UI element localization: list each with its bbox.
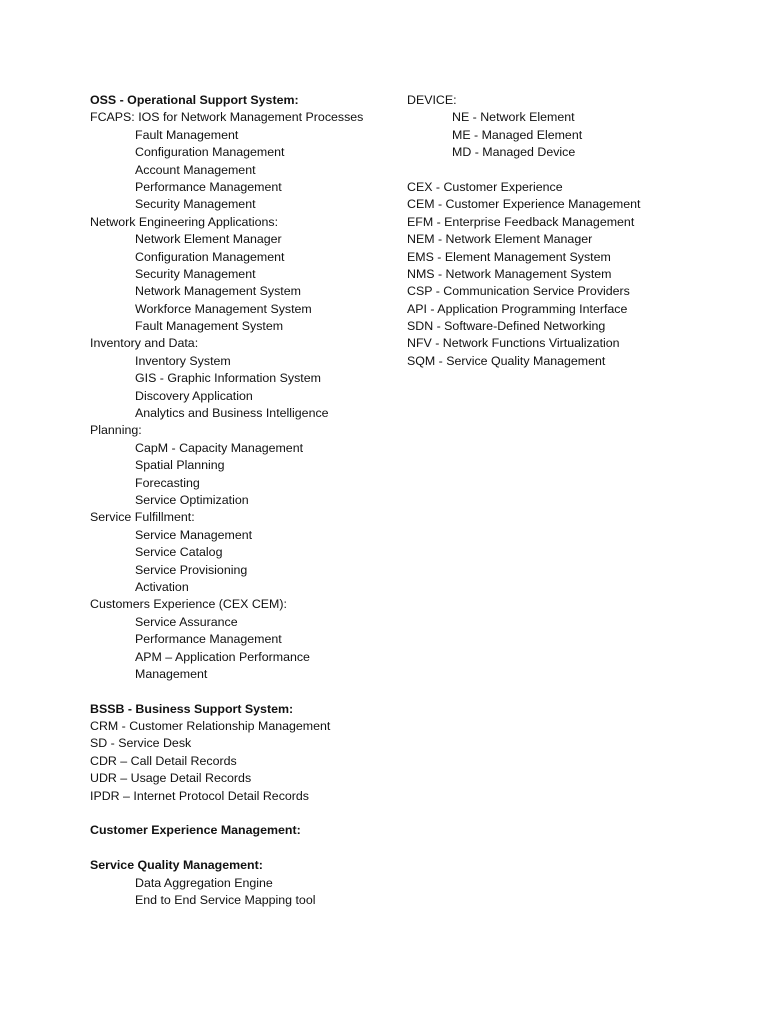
acronym-item: EMS - Element Management System xyxy=(407,249,611,264)
sqm-item: Data Aggregation Engine xyxy=(135,875,273,890)
device-item: ME - Managed Element xyxy=(452,127,583,142)
planning-item: CapM - Capacity Management xyxy=(135,440,304,455)
nea-item: Workforce Management System xyxy=(135,301,312,316)
planning-item: Forecasting xyxy=(135,475,200,490)
spacer xyxy=(90,805,390,822)
inventory-item: Inventory System xyxy=(135,353,231,368)
bss-heading: BSSB - Business Support System: xyxy=(90,701,294,716)
acronym-item: NEM - Network Element Manager xyxy=(407,232,593,247)
fulfillment-item: Service Management xyxy=(135,527,253,542)
device-title: DEVICE: xyxy=(407,93,457,107)
left-column xyxy=(90,92,390,909)
nea-item: Fault Management System xyxy=(135,319,284,334)
oss-heading: OSS - Operational Support System: xyxy=(90,93,299,107)
inventory-title: Inventory and Data: xyxy=(90,336,199,351)
cex-title: Customers Experience (CEX CEM): xyxy=(90,597,287,612)
inventory-item: GIS - Graphic Information System xyxy=(135,371,321,386)
planning-item: Spatial Planning xyxy=(135,458,225,473)
fulfillment-item: Service Provisioning xyxy=(135,562,248,577)
nea-item: Network Element Manager xyxy=(135,232,282,247)
acronym-item: NMS - Network Management System xyxy=(407,266,612,281)
cex-item: Performance Management xyxy=(135,632,282,647)
fcaps-item: Security Management xyxy=(135,197,256,212)
inventory-item: Discovery Application xyxy=(135,388,253,403)
spacer xyxy=(90,840,390,857)
bss-item: IPDR – Internet Protocol Detail Records xyxy=(90,788,309,803)
planning-title: Planning: xyxy=(90,423,142,438)
cem-heading: Customer Experience Management: xyxy=(90,823,301,838)
sqm-item: End to End Service Mapping tool xyxy=(135,892,316,907)
nea-item: Configuration Management xyxy=(135,249,285,264)
cex-item: APM – Application Performance xyxy=(135,649,310,664)
spacer xyxy=(407,162,737,179)
acronym-item: SQM - Service Quality Management xyxy=(407,353,606,368)
acronym-item: CEX - Customer Experience xyxy=(407,179,563,194)
spacer xyxy=(90,683,390,700)
cex-item: Service Assurance xyxy=(135,614,238,629)
fulfillment-item: Activation xyxy=(135,579,189,594)
fcaps-item: Account Management xyxy=(135,162,256,177)
bss-item: CDR – Call Detail Records xyxy=(90,753,237,768)
fcaps-item: Performance Management xyxy=(135,179,282,194)
nea-item: Security Management xyxy=(135,266,256,281)
nea-title: Network Engineering Applications: xyxy=(90,214,279,229)
inventory-item: Analytics and Business Intelligence xyxy=(135,406,329,421)
fulfillment-item: Service Catalog xyxy=(135,545,223,560)
acronym-item: API - Application Programming Interface xyxy=(407,301,628,316)
acronym-item: CEM - Customer Experience Management xyxy=(407,197,641,212)
device-item: MD - Managed Device xyxy=(452,145,576,160)
acronym-item: NFV - Network Functions Virtualization xyxy=(407,336,620,351)
fcaps-title: FCAPS: IOS for Network Management Processes xyxy=(90,110,364,125)
nea-item: Network Management System xyxy=(135,284,301,299)
planning-item: Service Optimization xyxy=(135,492,249,507)
bss-item: UDR – Usage Detail Records xyxy=(90,771,252,786)
bss-item: CRM - Customer Relationship Management xyxy=(90,719,331,734)
cex-item: Management xyxy=(135,666,208,681)
fcaps-item: Fault Management xyxy=(135,127,239,142)
fcaps-item: Configuration Management xyxy=(135,145,285,160)
sqm-heading: Service Quality Management: xyxy=(90,858,263,873)
acronym-item: CSP - Communication Service Providers xyxy=(407,284,630,299)
acronym-item: SDN - Software-Defined Networking xyxy=(407,319,606,334)
bss-item: SD - Service Desk xyxy=(90,736,192,751)
acronym-item: EFM - Enterprise Feedback Management xyxy=(407,214,635,229)
fulfillment-title: Service Fulfillment: xyxy=(90,510,195,525)
device-item: NE - Network Element xyxy=(452,110,575,125)
right-column xyxy=(407,92,737,370)
